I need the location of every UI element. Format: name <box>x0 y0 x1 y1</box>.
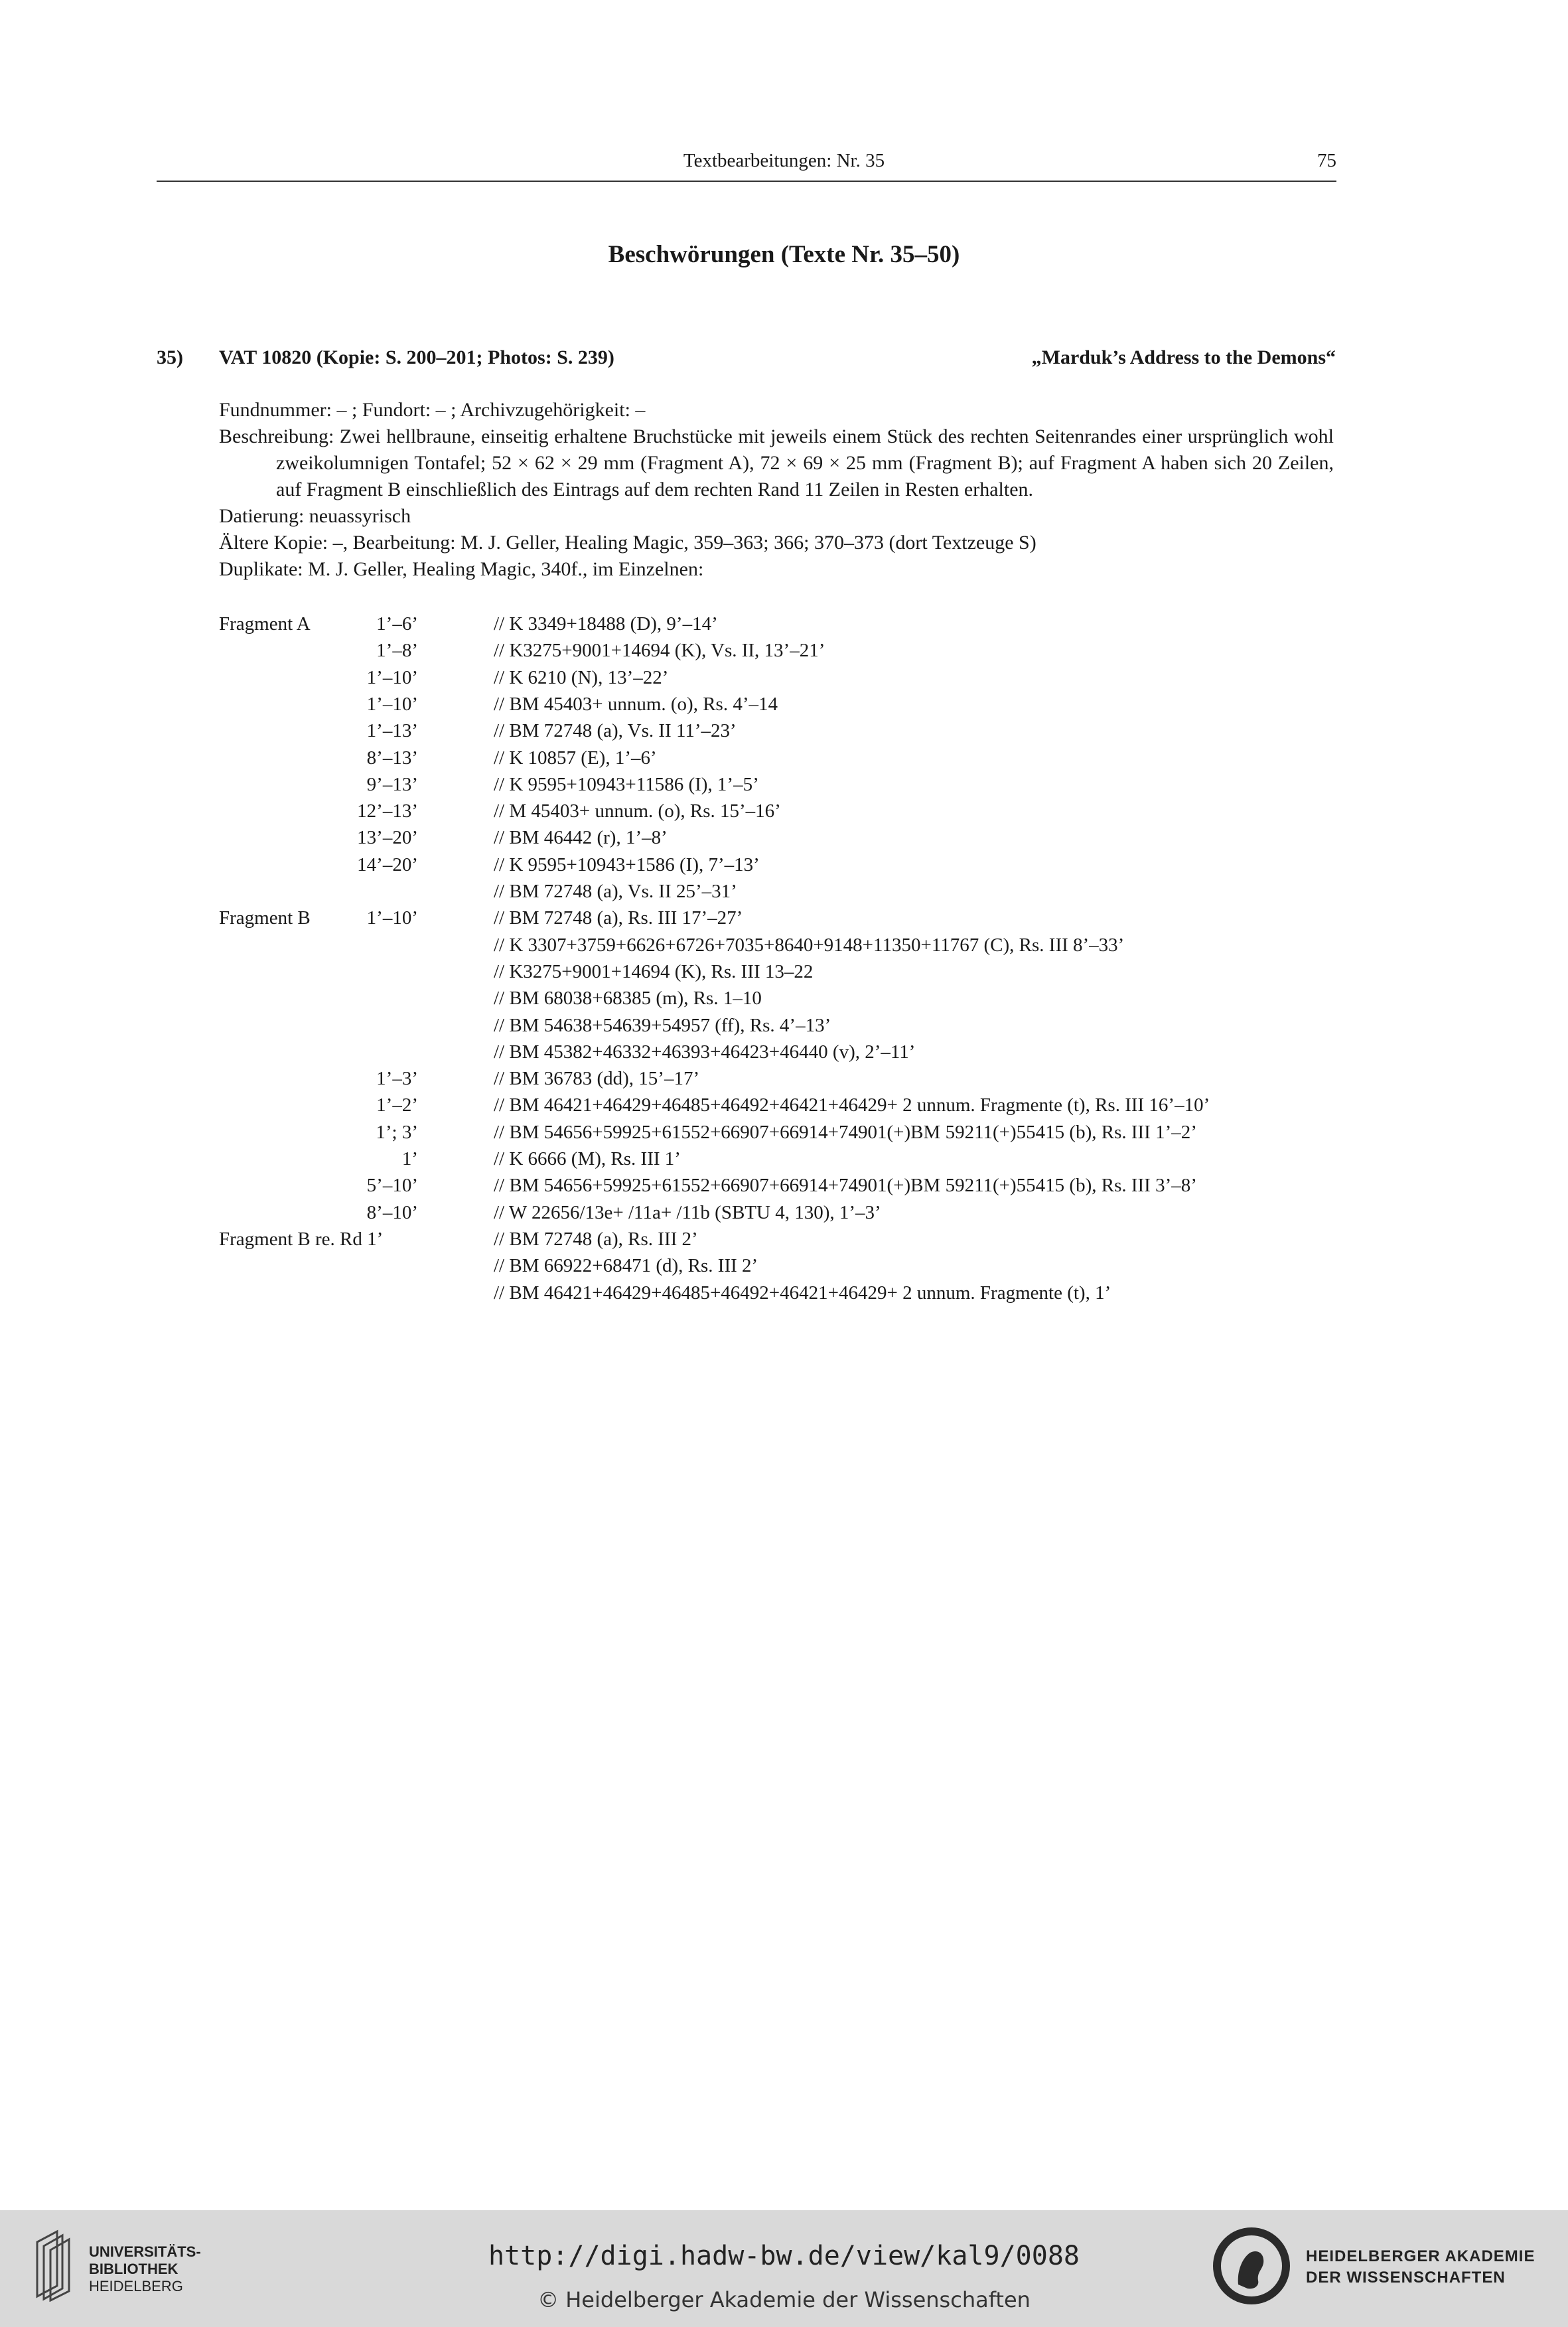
dup-reference: // K3275+9001+14694 (K), Vs. II, 13’–21’ <box>494 640 825 661</box>
copyright-notice: © Heidelberger Akademie der Wissenschaften <box>537 2287 1031 2312</box>
dup-line-range: 8’–10’ <box>366 1202 418 1223</box>
dup-line-range: 1’–8’ <box>376 640 418 661</box>
dup-reference: // BM 46421+46429+46485+46492+46421+46429+ 2 unnum. Fragmente (t), Rs. III 16’–10’ <box>494 1094 1210 1116</box>
meta-duplikate: Duplikate: M. J. Geller, Healing Magic, 340f., im Einzelnen: <box>219 558 704 580</box>
dup-line-range: 1’–6’ <box>376 613 418 635</box>
dup-fragment-label: Fragment A <box>219 613 311 635</box>
dup-line-range: 1’–3’ <box>376 1068 418 1089</box>
dup-reference: // K 6210 (N), 13’–22’ <box>494 667 669 688</box>
dup-fragment-label: Fragment B re. Rd 1’ <box>219 1229 384 1250</box>
dup-reference: // BM 72748 (a), Rs. III 17’–27’ <box>494 907 743 929</box>
dup-reference: // BM 36783 (dd), 15’–17’ <box>494 1068 700 1089</box>
dup-line-range: 13’–20’ <box>357 827 418 848</box>
dup-reference: // BM 68038+68385 (m), Rs. 1–10 <box>494 988 762 1009</box>
dup-reference: // K 6666 (M), Rs. III 1’ <box>494 1148 681 1169</box>
running-title: Textbearbeitungen: Nr. 35 <box>683 150 885 171</box>
dup-reference: // BM 72748 (a), Rs. III 2’ <box>494 1229 698 1250</box>
dup-reference: // K 9595+10943+11586 (I), 1’–5’ <box>494 774 759 795</box>
meta-beschreibung: Beschreibung: Zwei hellbraune, einseitig erhaltene Bruchstücke mit jeweils einem Stück des rechten Seitenrandes einer ursprünglich wohl zweikolumnigen Tontafel; 52 × 62 × 29 mm (Fragment A), 72 × 69 × 25 mm (Fragment B); auf Fragment A haben sich 20 Zeilen, auf Fragment B einschließlich des Eintrags auf dem rechten Rand 11 Zeilen in Resten erhalten. <box>219 425 1334 500</box>
dup-reference: // W 22656/13e+ /11a+ /11b (SBTU 4, 130), 1’–3’ <box>494 1202 881 1223</box>
dup-line-range: 1’; 3’ <box>376 1122 418 1143</box>
dup-reference: // BM 45403+ unnum. (o), Rs. 4’–14 <box>494 694 778 715</box>
dup-reference: // BM 72748 (a), Vs. II 11’–23’ <box>494 720 737 741</box>
dup-reference: // K 10857 (E), 1’–6’ <box>494 747 657 769</box>
dup-line-range: 14’–20’ <box>357 854 418 875</box>
dup-line-range: 1’–13’ <box>366 720 418 741</box>
dup-fragment-label: Fragment B <box>219 907 311 929</box>
dup-reference: // K 3349+18488 (D), 9’–14’ <box>494 613 718 635</box>
dup-reference: // BM 54656+59925+61552+66907+66914+74901(+)BM 59211(+)55415 (b), Rs. III 1’–2’ <box>494 1122 1197 1143</box>
source-url-link[interactable]: http://digi.hadw-bw.de/view/kal9/0088 <box>488 2241 1080 2271</box>
dup-line-range <box>319 878 418 905</box>
meta-datierung: Datierung: neuassyrisch <box>219 505 411 527</box>
dup-reference: // M 45403+ unnum. (o), Rs. 15’–16’ <box>494 800 781 822</box>
dup-line-range: 8’–13’ <box>366 747 418 769</box>
dup-line-range: 9’–13’ <box>366 774 418 795</box>
academy-logo-text: HEIDELBERGER AKADEMIE DER WISSENSCHAFTEN <box>1306 2247 1535 2287</box>
dup-reference: // BM 66922+68471 (d), Rs. III 2’ <box>494 1255 758 1276</box>
section-title: Beschwörungen (Texte Nr. 35–50) <box>608 241 960 268</box>
entry-siglum: VAT 10820 (Kopie: S. 200–201; Photos: S. 239) <box>219 346 614 368</box>
dup-line-range <box>319 932 418 958</box>
dup-reference: // BM 46421+46429+46485+46492+46421+46429+ 2 unnum. Fragmente (t), 1’ <box>494 1282 1111 1304</box>
dup-reference: // K3275+9001+14694 (K), Rs. III 13–22 <box>494 961 814 982</box>
dup-line-range <box>319 1252 418 1279</box>
meta-aeltere-kopie: Ältere Kopie: –, Bearbeitung: M. J. Geller, Healing Magic, 359–363; 366; 370–373 (dort Textzeuge S) <box>219 532 1036 554</box>
dup-reference: // K 9595+10943+1586 (I), 7’–13’ <box>494 854 760 875</box>
dup-line-range: 5’–10’ <box>366 1175 418 1196</box>
library-logo-text: UNIVERSITÄTS- BIBLIOTHEK HEIDELBERG <box>89 2243 201 2294</box>
dup-line-range: 1’–10’ <box>366 694 418 715</box>
dup-reference: // K 3307+3759+6626+6726+7035+8640+9148+11350+11767 (C), Rs. III 8’–33’ <box>494 935 1125 956</box>
dup-reference: // BM 72748 (a), Vs. II 25’–31’ <box>494 881 737 902</box>
entry-number: 35) <box>157 346 183 368</box>
dup-line-range <box>319 1012 418 1039</box>
meta-fundnummer: Fundnummer: – ; Fundort: – ; Archivzugehörigkeit: – <box>219 399 646 421</box>
dup-reference: // BM 45382+46332+46393+46423+46440 (v), 2’–11’ <box>494 1041 916 1063</box>
entry-name: „Marduk’s Address to the Demons“ <box>1031 346 1336 368</box>
page-number: 75 <box>1317 150 1336 171</box>
dup-line-range: 1’–2’ <box>376 1094 418 1116</box>
dup-reference: // BM 46442 (r), 1’–8’ <box>494 827 668 848</box>
dup-line-range <box>319 1280 418 1306</box>
dup-reference: // BM 54638+54639+54957 (ff), Rs. 4’–13’ <box>494 1015 831 1036</box>
dup-line-range <box>319 1039 418 1065</box>
dup-reference: // BM 54656+59925+61552+66907+66914+74901(+)BM 59211(+)55415 (b), Rs. III 3’–8’ <box>494 1175 1197 1196</box>
dup-line-range: 1’–10’ <box>366 907 418 929</box>
dup-line-range: 1’ <box>401 1148 418 1169</box>
dup-line-range: 1’–10’ <box>366 667 418 688</box>
header-rule <box>157 181 1336 182</box>
dup-line-range: 12’–13’ <box>357 800 418 822</box>
dup-line-range <box>319 1226 418 1252</box>
dup-line-range <box>319 958 418 985</box>
dup-line-range <box>319 985 418 1012</box>
meta-block <box>219 397 1334 583</box>
academy-seal-icon <box>1210 2225 1293 2307</box>
